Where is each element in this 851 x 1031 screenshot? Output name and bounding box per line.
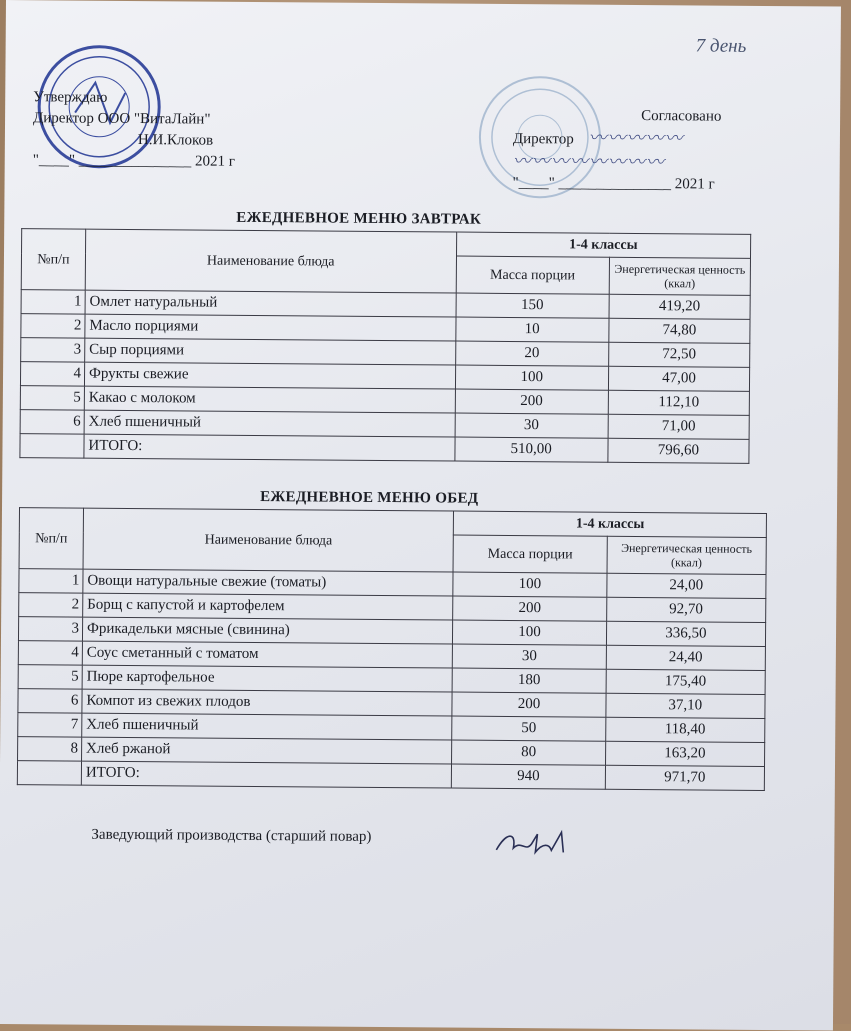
col-group-header: 1-4 классы: [454, 511, 767, 537]
lunch-title: ЕЖЕДНЕВНОЕ МЕНЮ ОБЕД: [260, 489, 479, 507]
row-dish-name: Фрукты свежие: [84, 362, 455, 389]
row-number: 6: [18, 689, 82, 714]
row-number: 2: [19, 593, 83, 618]
row-energy: 24,00: [606, 573, 766, 598]
handwritten-note: 7 день: [695, 35, 747, 57]
row-mass: 10: [455, 317, 608, 342]
row-dish-name: Какао с молоком: [84, 386, 455, 413]
row-mass: 180: [452, 668, 605, 693]
row-mass: 100: [455, 365, 608, 390]
row-mass: 200: [453, 596, 606, 621]
row-dish-name: Омлет натуральный: [85, 290, 456, 317]
row-energy: 112,10: [608, 390, 749, 415]
total-label: ИТОГО:: [81, 761, 452, 788]
row-number: 4: [18, 641, 82, 666]
col-energy-header: Энергетическая ценность (ккал): [609, 257, 750, 295]
col-name-header: Наименование блюда: [83, 508, 454, 572]
row-mass: 50: [452, 716, 605, 741]
row-number: 6: [20, 410, 84, 435]
row-number: 3: [18, 617, 82, 642]
col-group-header: 1-4 классы: [456, 232, 751, 258]
row-dish-name: Сыр порциями: [85, 338, 456, 365]
row-number: 5: [20, 386, 84, 411]
footer-label: Заведующий производства (старший повар): [91, 826, 372, 845]
table-total-row: [17, 761, 764, 791]
table-total-row: [20, 434, 749, 464]
row-energy: 37,10: [606, 693, 766, 718]
row-mass: 30: [453, 644, 606, 669]
row-dish-name: Хлеб пшеничный: [82, 713, 453, 740]
total-energy: 796,60: [608, 438, 749, 463]
lunch-table: [17, 507, 767, 791]
row-energy: 118,40: [605, 717, 765, 742]
row-number: 2: [21, 314, 85, 339]
row-dish-name: Хлеб пшеничный: [84, 410, 455, 437]
agreement-position-line: [513, 126, 721, 152]
approval-title: Утверждаю: [33, 89, 108, 106]
row-energy: 175,40: [606, 669, 766, 694]
handwritten-signature: 〰〰〰〰〰: [577, 127, 684, 149]
row-energy: 24,40: [606, 645, 766, 670]
row-energy: 47,00: [608, 366, 749, 391]
lunch-body: [18, 569, 766, 767]
row-number: 4: [20, 362, 84, 387]
row-energy: 92,70: [606, 597, 766, 622]
breakfast-body: [20, 290, 750, 440]
row-dish-name: Пюре картофельное: [82, 665, 453, 692]
row-mass: 30: [455, 413, 608, 438]
row-mass: 80: [452, 740, 605, 765]
row-number: 1: [21, 290, 85, 315]
row-number: 3: [21, 338, 85, 363]
table-header-row: [19, 508, 766, 538]
chef-signature: [491, 822, 581, 863]
total-mass: 940: [452, 764, 605, 789]
col-mass-header: Масса порции: [456, 256, 610, 294]
row-dish-name: Компот из свежих плодов: [82, 689, 453, 716]
row-dish-name: Масло порциями: [85, 314, 456, 341]
row-energy: 72,50: [608, 342, 749, 367]
row-energy: 419,20: [609, 294, 750, 319]
row-mass: 150: [456, 293, 609, 318]
row-energy: 71,00: [608, 414, 749, 439]
col-num-header: №п/п: [21, 229, 85, 291]
table-header-row: [22, 229, 751, 259]
agreement-title: Согласовано: [641, 107, 722, 125]
col-name-header: Наименование блюда: [85, 229, 456, 293]
agreement-block: [512, 104, 721, 196]
row-energy: 163,20: [605, 741, 765, 766]
row-mass: 100: [453, 572, 606, 597]
row-mass: 20: [455, 341, 608, 366]
breakfast-table: [19, 228, 751, 464]
row-number: 7: [18, 713, 82, 738]
total-energy: 971,70: [605, 765, 765, 790]
row-dish-name: Борщ с капустой и картофелем: [83, 593, 454, 620]
total-label: ИТОГО:: [84, 434, 455, 461]
col-mass-header: Масса порции: [453, 535, 607, 573]
approval-date: "____" _______________ 2021 г: [32, 152, 235, 170]
row-dish-name: Овощи натуральные свежие (томаты): [83, 569, 454, 596]
agreement-date: "____" _______________ 2021 г: [512, 174, 715, 193]
row-mass: 200: [452, 692, 605, 717]
approval-position: Директор ООО "ВитаЛайн": [33, 110, 211, 128]
approval-block: [33, 87, 236, 173]
agreement-position: Директор: [512, 130, 574, 148]
row-dish-name: Фрикадельки мясные (свинина): [82, 617, 453, 644]
row-number: 5: [18, 665, 82, 690]
breakfast-title: ЕЖЕДНЕВНОЕ МЕНЮ ЗАВТРАК: [236, 209, 482, 228]
row-dish-name: Соус сметанный с томатом: [82, 641, 453, 668]
row-mass: 100: [453, 620, 606, 645]
row-number: 1: [19, 569, 83, 594]
total-mass: 510,00: [454, 437, 607, 462]
row-energy: 74,80: [609, 318, 750, 343]
row-dish-name: Хлеб ржаной: [81, 737, 452, 764]
handwritten-signature-2: 〰〰〰〰〰〰〰〰: [512, 150, 665, 173]
row-number: 8: [18, 737, 82, 762]
col-num-header: №п/п: [19, 508, 83, 570]
col-energy-header: Энергетическая ценность (ккал): [607, 536, 767, 574]
approval-name: Н.И.Клоков: [137, 132, 214, 149]
row-energy: 336,50: [606, 621, 766, 646]
row-mass: 200: [455, 389, 608, 414]
